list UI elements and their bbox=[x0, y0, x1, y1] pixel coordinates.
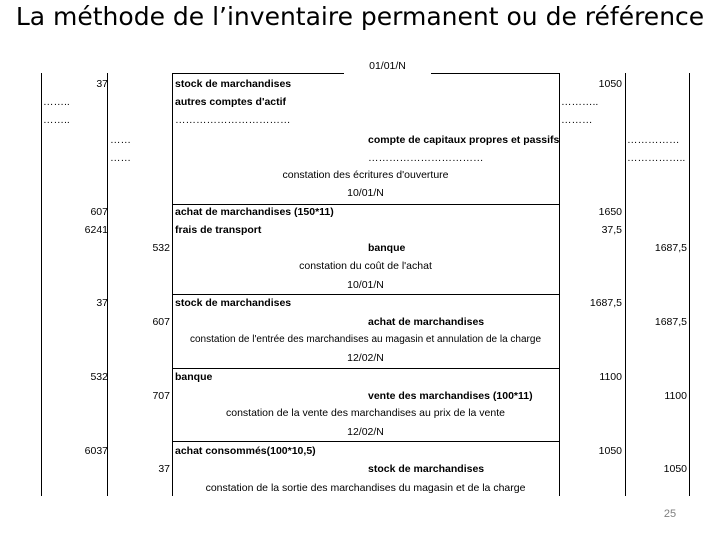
credit-account: …… bbox=[110, 134, 131, 146]
debit-amount: 1687,5 bbox=[589, 297, 622, 309]
debit-account: 532 bbox=[90, 371, 108, 383]
debit-amount: 1050 bbox=[598, 78, 622, 90]
credit-label: achat de marchandises bbox=[368, 316, 485, 328]
debit-amount: 37,5 bbox=[601, 224, 622, 236]
entry-date: 12/02/N bbox=[347, 352, 384, 364]
date-separator bbox=[172, 204, 559, 205]
debit-account: 6037 bbox=[84, 445, 108, 457]
date-separator bbox=[172, 73, 344, 74]
debit-account: …….. bbox=[43, 114, 70, 126]
entry-description: constation de la vente des marchandises au prix de la vente bbox=[225, 407, 505, 419]
date-separator bbox=[172, 441, 559, 442]
page-title: La méthode de l’inventaire permanent ou de référence bbox=[15, 2, 705, 31]
debit-label: …………………………… bbox=[175, 114, 291, 126]
debit-label: stock de marchandises bbox=[175, 78, 292, 90]
debit-account: 37 bbox=[96, 78, 108, 90]
column-rule bbox=[41, 73, 42, 496]
debit-label: stock de marchandises bbox=[175, 297, 292, 309]
credit-label: banque bbox=[368, 242, 406, 254]
entry-date: 12/02/N bbox=[347, 426, 384, 438]
credit-label: vente des marchandises (100*11) bbox=[368, 390, 533, 402]
debit-label: banque bbox=[175, 371, 213, 383]
credit-amount: 1100 bbox=[664, 390, 687, 402]
credit-amount: 1687,5 bbox=[654, 316, 687, 328]
date-separator bbox=[172, 368, 559, 369]
credit-label: compte de capitaux propres et passifs bbox=[368, 134, 560, 146]
date-separator bbox=[172, 294, 559, 295]
column-rule bbox=[689, 73, 690, 496]
credit-amount: 1687,5 bbox=[654, 242, 687, 254]
debit-amount: ……… bbox=[561, 114, 593, 126]
entry-description: constation des écritures d'ouverture bbox=[282, 169, 449, 181]
entry-description: constation de la sortie des marchandises du magasin et de la charge bbox=[205, 482, 526, 494]
entry-description: constation du coût de l'achat bbox=[299, 260, 432, 272]
credit-account: 37 bbox=[158, 463, 170, 475]
credit-amount: …………….. bbox=[627, 152, 686, 164]
debit-label: achat consommés(100*10,5) bbox=[175, 445, 316, 457]
credit-account: …… bbox=[110, 152, 131, 164]
debit-account: 6241 bbox=[84, 224, 108, 236]
column-rule bbox=[107, 73, 108, 496]
debit-label: autres comptes d'actif bbox=[175, 96, 287, 108]
date-separator bbox=[431, 73, 559, 74]
credit-label: …………………………… bbox=[368, 152, 484, 164]
credit-account: 707 bbox=[152, 390, 170, 402]
entry-date: 10/01/N bbox=[347, 279, 384, 291]
debit-amount: 1100 bbox=[599, 371, 622, 383]
credit-amount: …………… bbox=[627, 134, 680, 146]
debit-amount: ……….. bbox=[561, 96, 599, 108]
debit-account: 37 bbox=[96, 297, 108, 309]
debit-amount: 1050 bbox=[598, 445, 622, 457]
credit-account: 607 bbox=[152, 316, 170, 328]
entry-description: constation de l'entrée des marchandises au magasin et annulation de la charge bbox=[189, 334, 542, 345]
debit-account: 607 bbox=[90, 206, 108, 218]
credit-amount: 1050 bbox=[663, 463, 687, 475]
page-number: 25 bbox=[663, 508, 677, 520]
debit-label: frais de transport bbox=[175, 224, 262, 236]
credit-account: 532 bbox=[152, 242, 170, 254]
debit-amount: 1650 bbox=[598, 206, 622, 218]
debit-account: …….. bbox=[43, 96, 70, 108]
debit-label: achat de marchandises (150*11) bbox=[175, 206, 334, 218]
credit-label: stock de marchandises bbox=[368, 463, 485, 475]
entry-date: 10/01/N bbox=[347, 187, 384, 199]
column-rule bbox=[625, 73, 626, 496]
entry-date: 01/01/N bbox=[369, 60, 406, 72]
